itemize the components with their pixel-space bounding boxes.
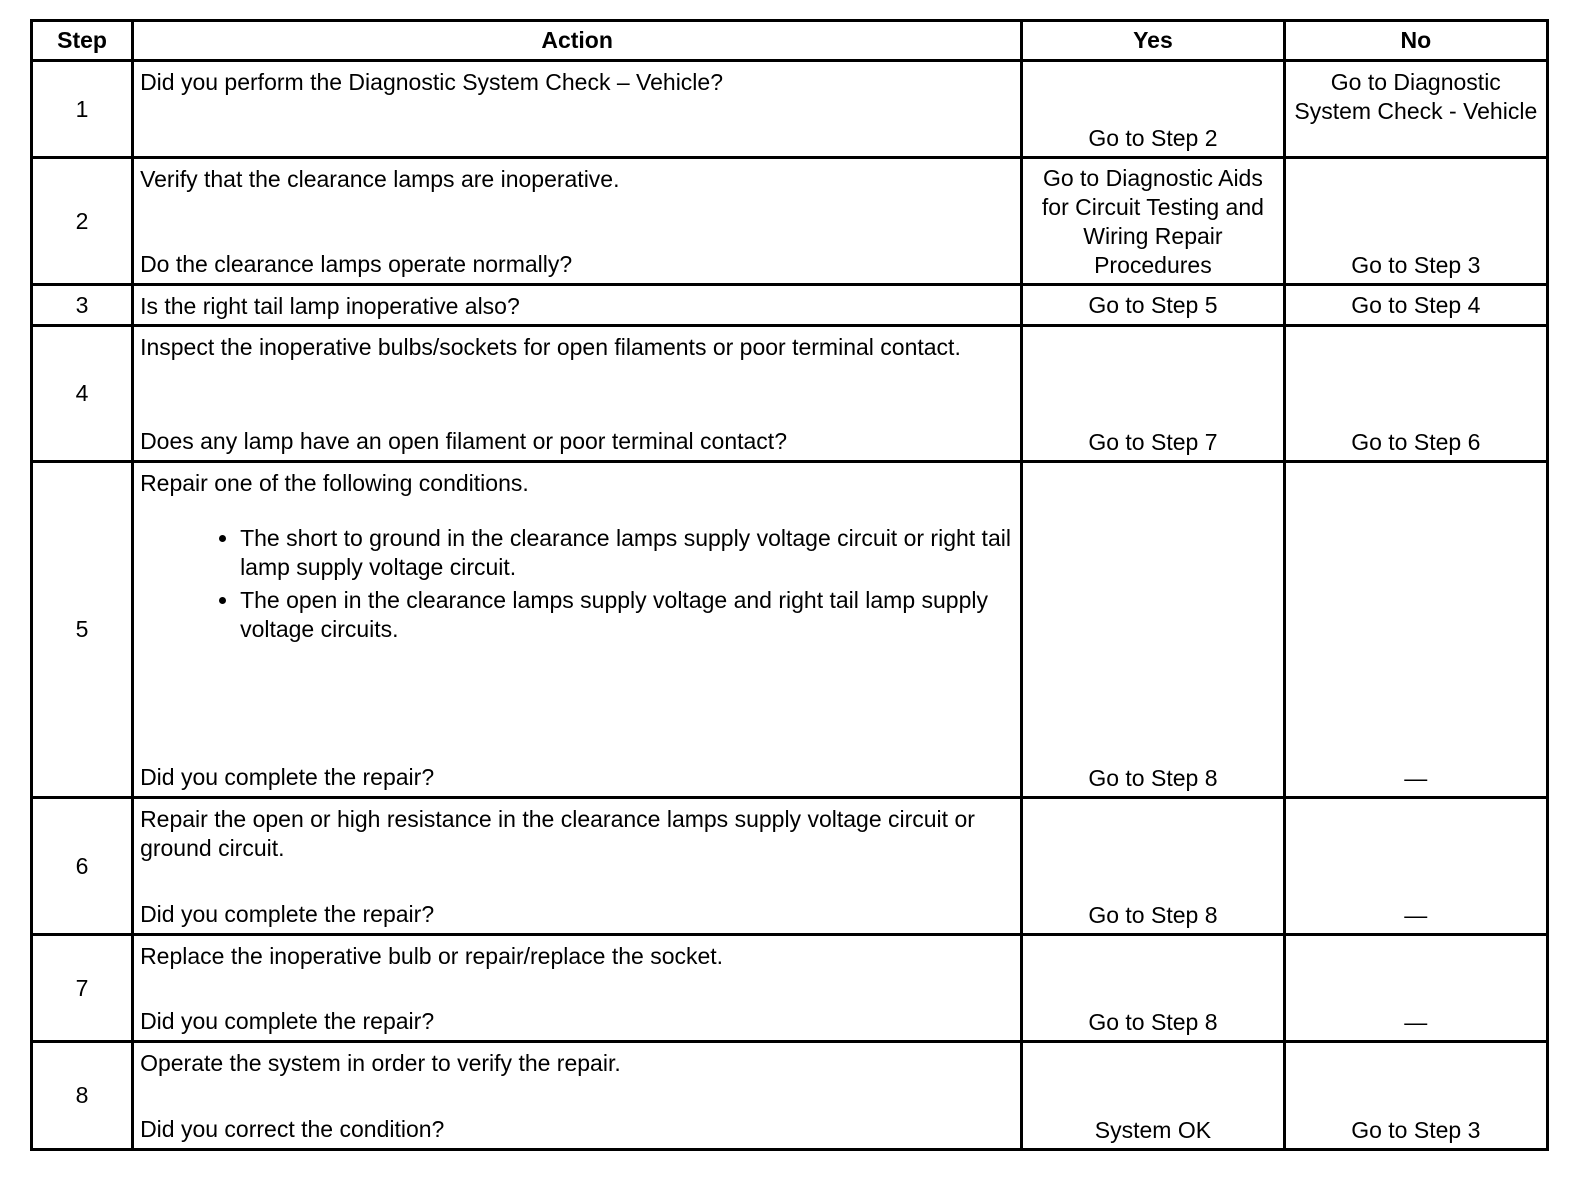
yes-result: Go to Step 8 bbox=[1022, 462, 1284, 798]
yes-result: Go to Diagnostic Aids for Circuit Testing and Wiring Repair Procedures bbox=[1022, 158, 1284, 285]
action-instruction: Verify that the clearance lamps are inoperative. bbox=[140, 166, 620, 192]
action-question: Did you complete the repair? bbox=[140, 764, 435, 790]
action-question: Does any lamp have an open filament or poor terminal contact? bbox=[140, 428, 787, 454]
step-number: 4 bbox=[32, 326, 133, 462]
header-action: Action bbox=[133, 21, 1022, 61]
action-cell bbox=[133, 462, 1022, 798]
table-row bbox=[32, 935, 1548, 1042]
table-row bbox=[32, 61, 1548, 158]
yes-result: Go to Step 8 bbox=[1022, 798, 1284, 935]
header-step: Step bbox=[32, 21, 133, 61]
no-result: — bbox=[1284, 935, 1547, 1042]
table-row bbox=[32, 462, 1548, 798]
no-result: Go to Step 3 bbox=[1284, 158, 1547, 285]
action-instruction: Repair one of the following conditions. bbox=[140, 470, 529, 496]
condition-item: • The short to ground in the clearance lamps supply voltage circuit or right tail lamp supply voltage circuit. bbox=[240, 524, 1012, 582]
no-result: Go to Step 3 bbox=[1284, 1042, 1547, 1150]
action-cell bbox=[133, 798, 1022, 935]
yes-result: Go to Step 2 bbox=[1022, 61, 1284, 158]
step-number: 7 bbox=[32, 935, 133, 1042]
action-cell bbox=[133, 61, 1022, 158]
table-row bbox=[32, 1042, 1548, 1150]
diagnostic-table bbox=[30, 19, 1549, 1151]
action-question: Do the clearance lamps operate normally? bbox=[140, 251, 573, 277]
action-question: Did you complete the repair? bbox=[140, 1008, 435, 1034]
action-instruction: Inspect the inoperative bulbs/sockets for open filaments or poor terminal contact. bbox=[140, 334, 961, 360]
action-instruction: Did you perform the Diagnostic System Check – Vehicle? bbox=[140, 69, 724, 95]
condition-list bbox=[140, 524, 1012, 644]
no-result: Go to Step 6 bbox=[1284, 326, 1547, 462]
action-cell bbox=[133, 1042, 1022, 1150]
step-number: 8 bbox=[32, 1042, 133, 1150]
step-number: 3 bbox=[32, 285, 133, 326]
step-number: 6 bbox=[32, 798, 133, 935]
action-cell bbox=[133, 158, 1022, 285]
no-result: — bbox=[1284, 462, 1547, 798]
step-number: 5 bbox=[32, 462, 133, 798]
step-number: 1 bbox=[32, 61, 133, 158]
table-row bbox=[32, 326, 1548, 462]
action-instruction: Is the right tail lamp inoperative also? bbox=[140, 293, 520, 319]
header-row bbox=[32, 21, 1548, 61]
table-row bbox=[32, 285, 1548, 326]
no-result: Go to Diagnostic System Check - Vehicle bbox=[1284, 61, 1547, 158]
yes-result: Go to Step 5 bbox=[1022, 285, 1284, 326]
condition-item: • The open in the clearance lamps supply voltage and right tail lamp supply voltage circuits. bbox=[240, 586, 1012, 644]
action-question: Did you complete the repair? bbox=[140, 901, 435, 927]
yes-result: Go to Step 8 bbox=[1022, 935, 1284, 1042]
action-question: Did you correct the condition? bbox=[140, 1116, 445, 1142]
header-yes: Yes bbox=[1022, 21, 1284, 61]
action-instruction: Operate the system in order to verify the repair. bbox=[140, 1050, 621, 1076]
no-result: Go to Step 4 bbox=[1284, 285, 1547, 326]
action-cell bbox=[133, 935, 1022, 1042]
action-instruction: Repair the open or high resistance in the clearance lamps supply voltage circuit or ground circuit. bbox=[140, 806, 975, 861]
action-instruction: Replace the inoperative bulb or repair/replace the socket. bbox=[140, 943, 724, 969]
yes-result: Go to Step 7 bbox=[1022, 326, 1284, 462]
action-cell bbox=[133, 285, 1022, 326]
yes-result: System OK bbox=[1022, 1042, 1284, 1150]
table-row bbox=[32, 158, 1548, 285]
step-number: 2 bbox=[32, 158, 133, 285]
header-no: No bbox=[1284, 21, 1547, 61]
no-result: — bbox=[1284, 798, 1547, 935]
action-cell bbox=[133, 326, 1022, 462]
table-row bbox=[32, 798, 1548, 935]
